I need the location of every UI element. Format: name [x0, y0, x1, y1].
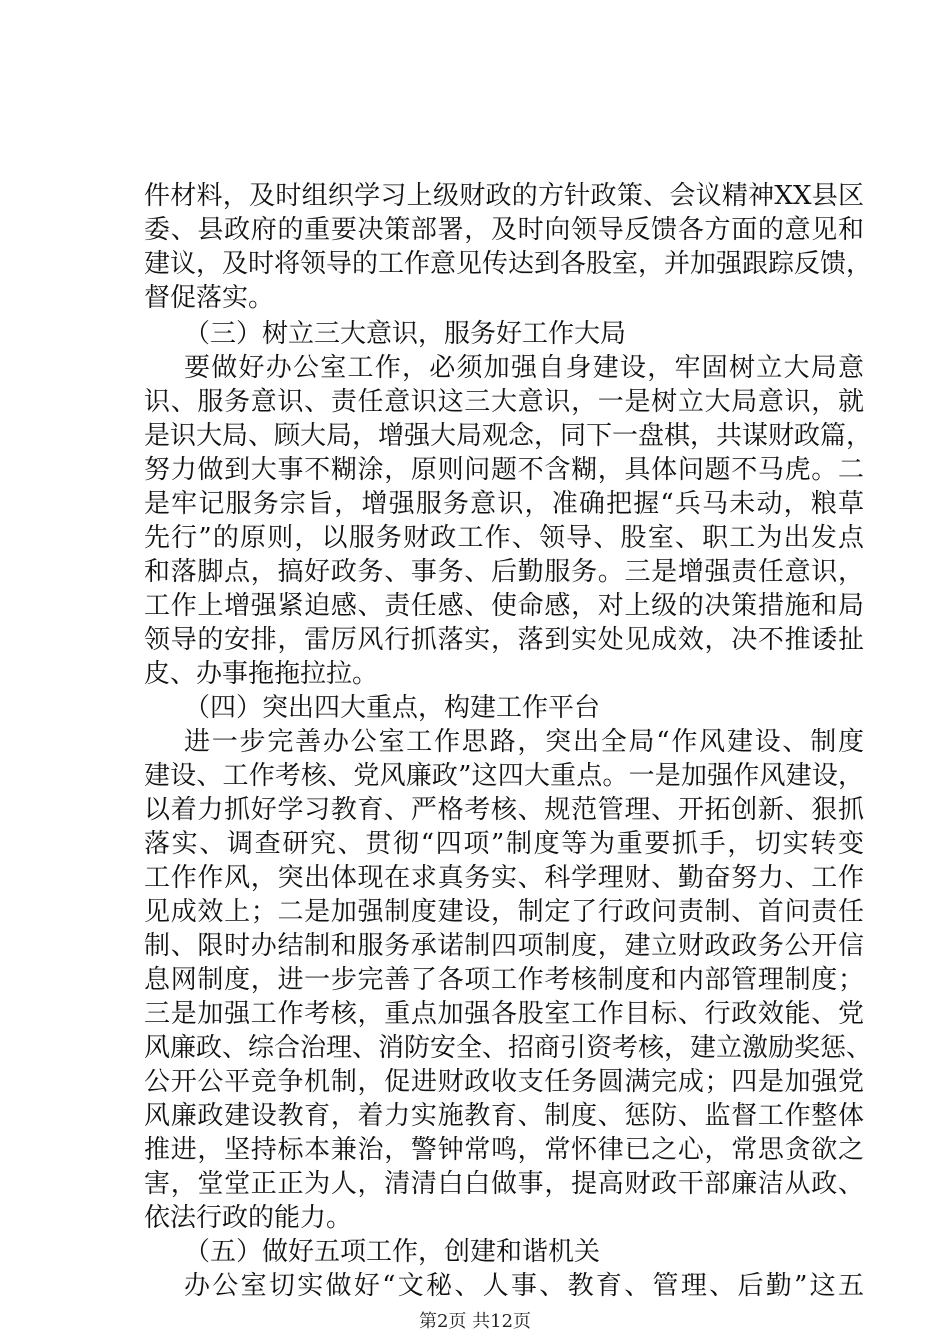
text-line: 见成效上；二是加强制度建设，制定了行政问责制、首问责任 [144, 897, 864, 927]
text-line: 是牢记服务宗旨，增强服务意识，准确把握“兵马未动，粮草 [144, 489, 864, 519]
text-line: 是识大局、顾大局，增强大局观念，同下一盘棋，共谋财政篇， [144, 421, 873, 451]
text-line: 落实、调查研究、贯彻“四项”制度等为重要抓手，切实转变 [144, 829, 864, 859]
text-line: 建议，及时将领导的工作意见传达到各股室，并加强跟踪反馈， [144, 249, 873, 279]
section-heading: （三）树立三大意识，服务好工作大局 [184, 319, 627, 349]
text-line: 害，堂堂正正为人，清清白白做事，提高财政干部廉洁从政、 [144, 1169, 864, 1199]
text-line: 工作作风，突出体现在求真务实、科学理财、勤奋努力、工作 [144, 863, 864, 893]
text-line: 息网制度，进一步完善了各项工作考核制度和内部管理制度； [144, 965, 864, 995]
text-line: 努力做到大事不糊涂，原则问题不含糊，具体问题不马虎。二 [144, 455, 864, 485]
text-line: 皮、办事拖拖拉拉。 [144, 659, 379, 689]
text-line: 推进，坚持标本兼治，警钟常鸣，常怀律已之心，常思贪欲之 [144, 1135, 864, 1165]
text-line: 委、县政府的重要决策部署，及时向领导反馈各方面的意见和 [144, 215, 864, 245]
text-line: 风廉政建设教育，着力实施教育、制度、惩防、监督工作整体 [144, 1101, 864, 1131]
section-heading: （五）做好五项工作，创建和谐机关 [184, 1237, 601, 1267]
text-line: 和落脚点，搞好政务、事务、后勤服务。三是增强责任意识， [144, 557, 864, 587]
text-line: 领导的安排，雷厉风行抓落实，落到实处见成效，决不推诿扯 [144, 625, 864, 655]
text-line: 制、限时办结制和服务承诺制四项制度，建立财政政务公开信 [144, 931, 864, 961]
text-line: 件材料，及时组织学习上级财政的方针政策、会议精神XX县区 [144, 181, 864, 211]
text-line: 风廉政、综合治理、消防安全、招商引资考核，建立激励奖惩、 [144, 1033, 873, 1063]
text-line: 依法行政的能力。 [144, 1203, 353, 1233]
text-line: 督促落实。 [144, 283, 275, 313]
text-line: 公开公平竞争机制，促进财政收支任务圆满完成；四是加强党 [144, 1067, 864, 1097]
text-line: 先行”的原则，以服务财政工作、领导、股室、职工为出发点 [144, 523, 864, 553]
text-line: 要做好办公室工作，必须加强自身建设，牢固树立大局意 [184, 353, 864, 383]
text-line: 三是加强工作考核，重点加强各股室工作目标、行政效能、党 [144, 999, 864, 1029]
page-footer: 第2页 共12页 [418, 1311, 532, 1332]
text-line: 识、服务意识、责任意识这三大意识，一是树立大局意识，就 [144, 387, 864, 417]
text-line: 工作上增强紧迫感、责任感、使命感，对上级的决策措施和局 [144, 591, 864, 621]
text-line: 以着力抓好学习教育、严格考核、规范管理、开拓创新、狠抓 [144, 795, 864, 825]
text-line: 进一步完善办公室工作思路，突出全局“作风建设、制度 [184, 727, 864, 757]
section-heading: （四）突出四大重点，构建工作平台 [184, 693, 601, 723]
text-line: 建设、工作考核、党风廉政”这四大重点。一是加强作风建设， [144, 761, 864, 791]
text-line: 办公室切实做好“文秘、人事、教育、管理、后勤”这五 [184, 1271, 864, 1301]
